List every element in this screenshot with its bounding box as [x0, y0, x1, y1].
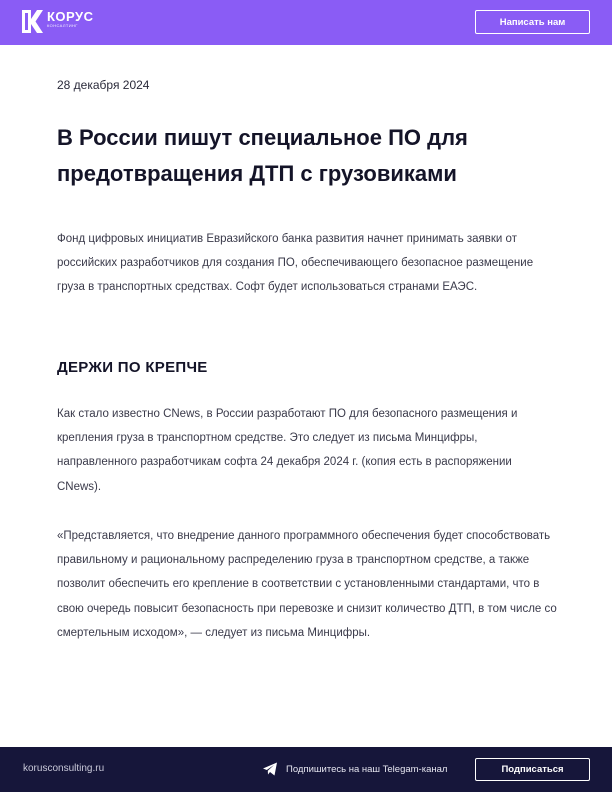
- logo-name: КОРУС: [47, 9, 94, 24]
- telegram-link[interactable]: [262, 761, 447, 777]
- logo-text: [47, 10, 94, 29]
- article-intro: Фонд цифровых инициатив Евразийского банка развития начнет принимать заявки от российских разработчиков для создания ПО, обеспечивающего безопасное размещение груза в транспортных средствах. Софт будет использоваться странами ЕАЭС.: [57, 233, 534, 294]
- telegram-icon: [262, 761, 278, 777]
- site-link[interactable]: korusconsulting.ru: [23, 763, 105, 774]
- write-us-button[interactable]: Написать нам: [475, 10, 590, 34]
- article-date: 28 декабря 2024: [57, 78, 150, 92]
- article-paragraph: Как стало известно CNews, в России разработают ПО для безопасного размещения и крепления груза в транспортном средстве. Это следует из письма Минцифры, направленного разработчикам софта 24 декабря 2024 г. (копия есть в распоряжении CNews).: [57, 408, 518, 493]
- site-header: [0, 0, 612, 45]
- site-footer: [0, 747, 612, 792]
- article-title: В России пишут специальное ПО для предотвращения ДТП с грузовиками: [57, 125, 468, 186]
- article-subheading: ДЕРЖИ ПО КРЕПЧЕ: [57, 359, 208, 376]
- logo-subtitle: КОНСАЛТИНГ: [47, 23, 78, 28]
- article-quote-paragraph: «Представляется, что внедрение данного программного обеспечения будет способствовать правильному и рациональному распределению груза в транспортном средстве, а также позволит обеспечить его крепление в соответствии с установленными стандартами, что в свою очередь повысит безопасность при перевозке и снизит количество ДТП, в том числе со смертельным исходом», — следует из письма Минцифры.: [57, 530, 557, 639]
- telegram-text: Подпишитесь на наш Telegam-канал: [286, 763, 448, 775]
- korus-logo-icon: [22, 10, 43, 33]
- korus-logo[interactable]: [22, 10, 94, 33]
- subscribe-button[interactable]: Подписаться: [475, 758, 590, 781]
